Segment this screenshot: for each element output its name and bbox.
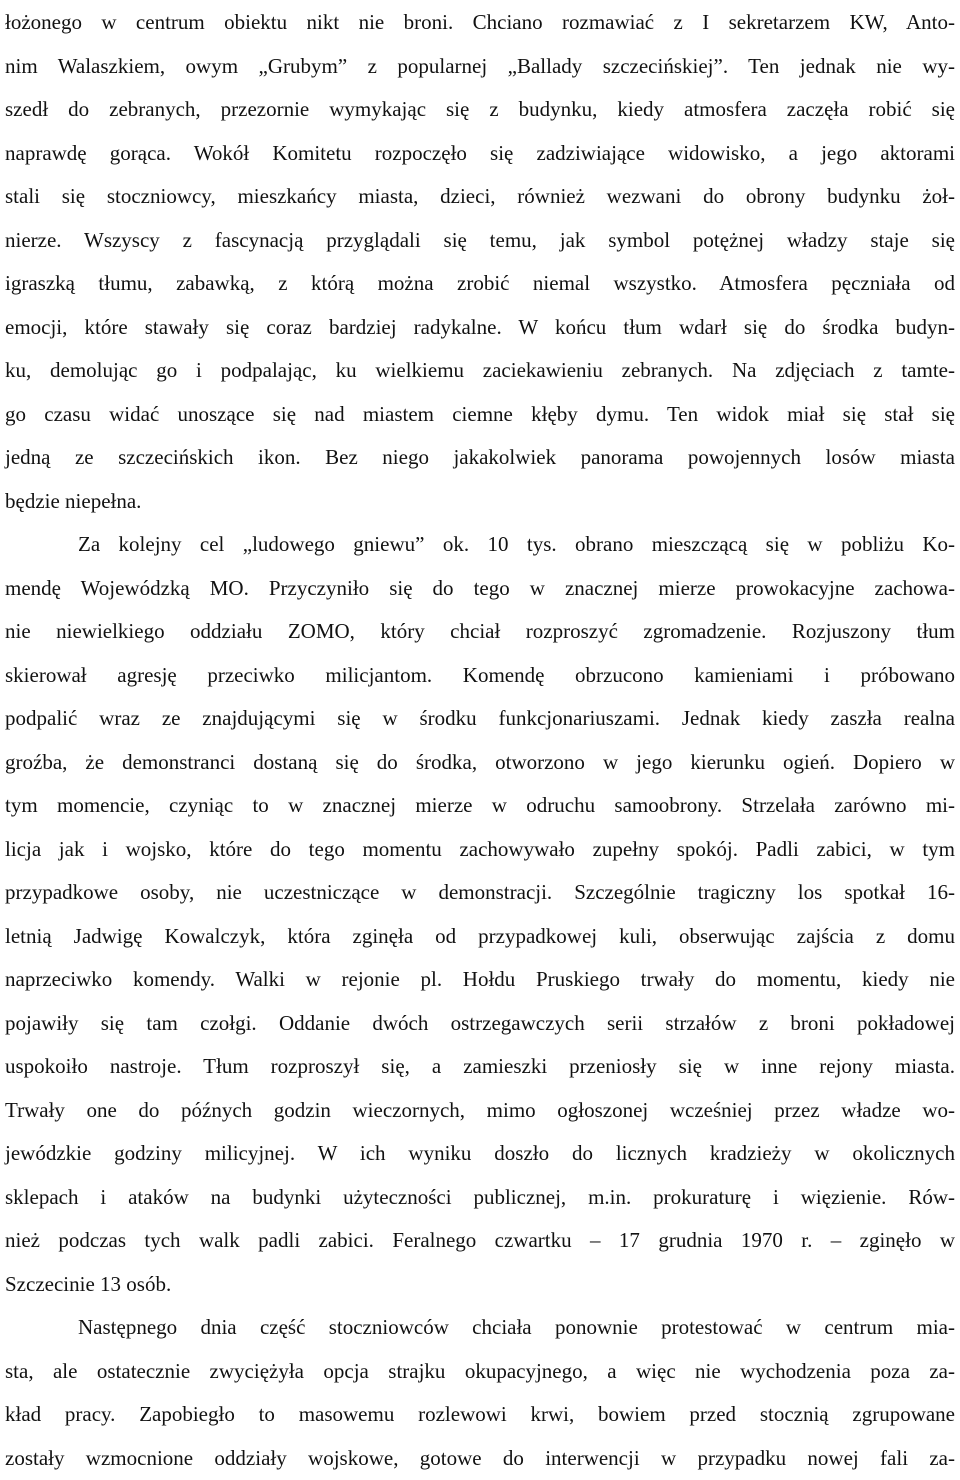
- text-line: przypadkowe osoby, nie uczestniczące w demonstracji. Szczególnie tragiczny los spotkał 16-: [5, 880, 955, 904]
- text-line: jedną ze szczecińskich ikon. Bez niego jakakolwiek panorama powojennych losów miasta: [5, 445, 955, 469]
- text-line: nim Walaszkiem, owym „Grubym” z popularnej „Ballady szczecińskiej”. Ten jednak nie wy-: [5, 53, 955, 78]
- text-line: podpalić wraz ze znajdującymi się w środku funkcjonariuszami. Jednak kiedy zaszła realna: [5, 706, 955, 730]
- text-line: ku, demolując go i podpalając, ku wielkiemu zaciekawieniu zebranych. Na zdjęciach z tamte-: [5, 358, 955, 382]
- text-line: skierował agresję przeciwko milicjantom. Komendę obrzucono kamieniami i próbowano: [5, 662, 955, 687]
- text-line: licja jak i wojsko, które do tego momentu zachowywało zupełny spokój. Padli zabici, w tym: [5, 836, 955, 861]
- text-line: nie niewielkiego oddziału ZOMO, który chciał rozproszyć zgromadzenie. Rozjuszony tłum: [5, 619, 955, 643]
- text-line: uspokoiło nastroje. Tłum rozproszył się, a zamieszki przeniosły się w inne rejony miasta.: [5, 1054, 955, 1078]
- text-line: emocji, które stawały się coraz bardziej radykalne. W końcu tłum wdarł się do środka budyn-: [5, 314, 955, 339]
- text-line: igraszką tłumu, zabawką, z którą można zrobić niemal wszystko. Atmosfera pęczniała od: [5, 271, 955, 295]
- text-line: groźba, że demonstranci dostaną się do środka, otworzono w jego kierunku ogień. Dopiero w: [5, 749, 955, 774]
- text-line: zostały wzmocnione oddziały wojskowe, gotowe do interwencji w przypadku nowej fali za-: [5, 1445, 955, 1470]
- text-line: go czasu widać unoszące się nad miastem ciemne kłęby dymu. Ten widok miał się stał się: [5, 401, 955, 426]
- text-line: Następnego dnia część stoczniowców chciała ponownie protestować w centrum mia-: [78, 1315, 955, 1339]
- text-line: naprzeciwko komendy. Walki w rejonie pl. Hołdu Pruskiego trwały do momentu, kiedy nie: [5, 967, 955, 991]
- text-line: będzie niepełna.: [5, 488, 142, 513]
- text-line: jewódzkie godziny milicyjnej. W ich wyniku doszło do licznych kradzieży w okolicznych: [5, 1141, 955, 1165]
- text-line: szedł do zebranych, przezornie wymykając się z budynku, kiedy atmosfera zaczęła robić się: [5, 97, 955, 121]
- text-line: sta, ale ostatecznie zwyciężyła opcja strajku okupacyjnego, a więc nie wychodzenia poza za-: [5, 1358, 955, 1383]
- text-line: Szczecinie 13 osób.: [5, 1271, 172, 1296]
- text-line: łożonego w centrum obiektu nikt nie broni. Chciano rozmawiać z I sekretarzem KW, Anto-: [5, 10, 955, 34]
- text-line: mendę Wojewódzką MO. Przyczyniło się do tego w znacznej mierze prowokacyjne zachowa-: [5, 575, 955, 600]
- text-line: stali się stoczniowcy, mieszkańcy miasta, dzieci, również wezwani do obrony budynku żoł-: [5, 184, 955, 208]
- text-line: sklepach i ataków na budynki użyteczności publicznej, m.in. prokuraturę i więzienie. Rów-: [5, 1184, 955, 1209]
- text-line: kład pracy. Zapobiegło to masowemu rozlewowi krwi, bowiem przed stocznią zgrupowane: [5, 1402, 955, 1426]
- text-line: nież podczas tych walk padli zabici. Feralnego czwartku – 17 grudnia 1970 r. – zginęło w: [5, 1228, 955, 1252]
- text-line: Za kolejny cel „ludowego gniewu” ok. 10 tys. obrano mieszczącą się w pobliżu Ko-: [78, 532, 955, 556]
- text-line: tym momencie, czyniąc to w znacznej mierze w odruchu samoobrony. Strzelała zarówno mi-: [5, 793, 955, 817]
- text-line: nierze. Wszyscy z fascynacją przyglądali się temu, jak symbol potężnej władzy staje się: [5, 227, 955, 252]
- text-line: Trwały one do późnych godzin wieczornych, mimo ogłoszonej wcześniej przez władze wo-: [5, 1097, 955, 1122]
- text-line: naprawdę gorąca. Wokół Komitetu rozpoczęło się zadziwiające widowisko, a jego aktorami: [5, 140, 955, 165]
- text-line: pojawiły się tam czołgi. Oddanie dwóch ostrzegawczych serii strzałów z broni pokładowej: [5, 1010, 955, 1035]
- text-line: letnią Jadwigę Kowalczyk, która zginęła od przypadkowej kuli, obserwując zajścia z domu: [5, 923, 955, 948]
